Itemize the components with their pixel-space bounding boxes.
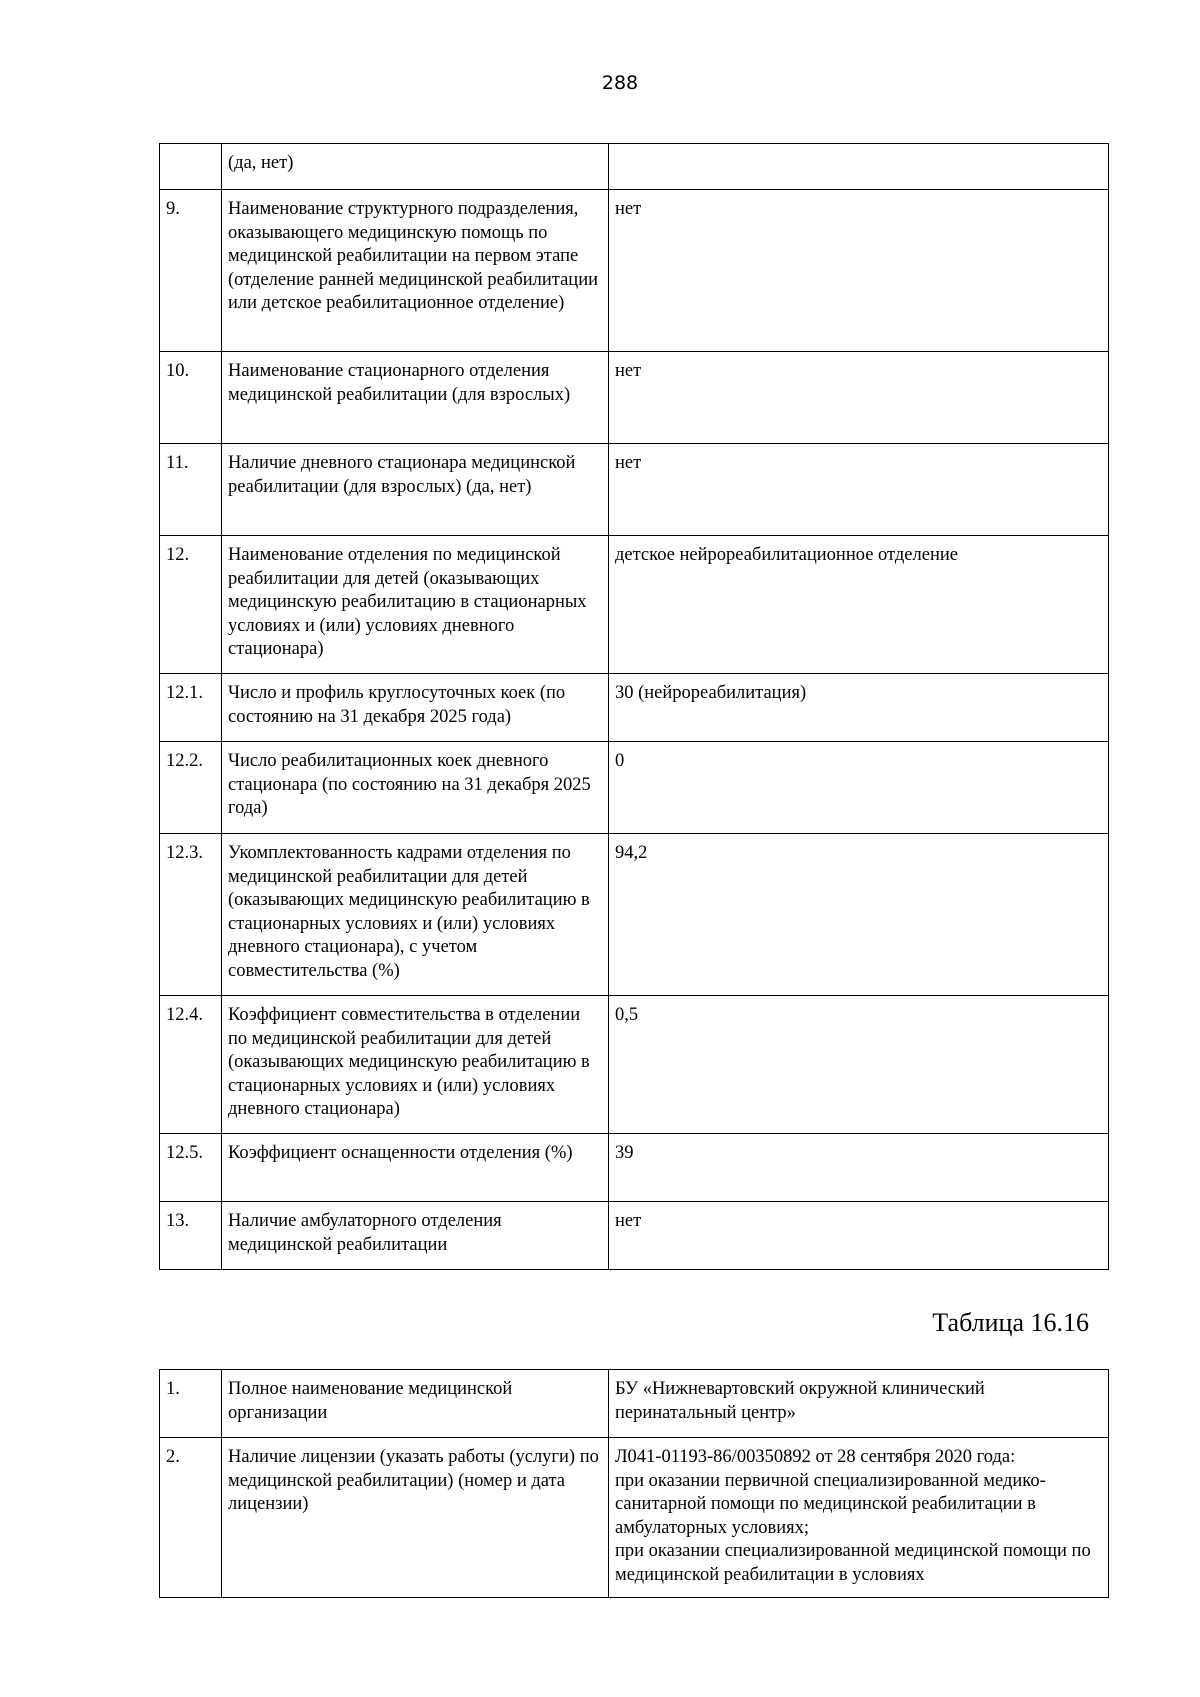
row-label: Число реабилитационных коек дневного стационара (по состоянию на 31 декабря 2025 года) xyxy=(222,742,609,834)
table-row xyxy=(160,742,1109,834)
organization-info-table xyxy=(159,1369,1109,1598)
table-row xyxy=(160,1438,1109,1598)
row-number: 12.4. xyxy=(160,996,222,1134)
row-label: Наличие дневного стационара медицинской реабилитации (для взрослых) (да, нет) xyxy=(222,444,609,536)
row-label: Наименование структурного подразделения, оказывающего медицинскую помощь по медицинской реабилитации на первом этапе (отделение ранней медицинской реабилитации или детское реабилитационное отделение) xyxy=(222,190,609,352)
row-value: нет xyxy=(609,190,1109,352)
row-number: 2. xyxy=(160,1438,222,1598)
row-number: 10. xyxy=(160,352,222,444)
row-label: Наименование отделения по медицинской реабилитации для детей (оказывающих медицинскую реабилитацию в стационарных условиях и (или) условиях дневного стационара) xyxy=(222,536,609,674)
row-value: детское нейрореабилитационное отделение xyxy=(609,536,1109,674)
row-label: Полное наименование медицинской организации xyxy=(222,1370,609,1438)
row-label: Коэффициент оснащенности отделения (%) xyxy=(222,1134,609,1202)
table-row xyxy=(160,996,1109,1134)
row-number: 12.5. xyxy=(160,1134,222,1202)
row-value: 94,2 xyxy=(609,834,1109,996)
row-number: 12. xyxy=(160,536,222,674)
row-value: 0,5 xyxy=(609,996,1109,1134)
row-value: нет xyxy=(609,444,1109,536)
row-value: нет xyxy=(609,352,1109,444)
row-number: 12.1. xyxy=(160,674,222,742)
table-row xyxy=(160,190,1109,352)
table-caption: Таблица 16.16 xyxy=(932,1308,1089,1337)
row-label: Наименование стационарного отделения медицинской реабилитации (для взрослых) xyxy=(222,352,609,444)
table-row xyxy=(160,144,1109,190)
row-value: 0 xyxy=(609,742,1109,834)
table-row xyxy=(160,352,1109,444)
row-value: 30 (нейрореабилитация) xyxy=(609,674,1109,742)
row-value: Л041-01193-86/00350892 от 28 сентября 2020 года: при оказании первичной специализированной медико-санитарной помощи по медицинской реабилитации в амбулаторных условиях; при оказании специализированной медицинской помощи по медицинской реабилитации в условиях xyxy=(609,1438,1109,1598)
row-number: 13. xyxy=(160,1202,222,1270)
row-number: 1. xyxy=(160,1370,222,1438)
row-label: Наличие амбулаторного отделения медицинской реабилитации xyxy=(222,1202,609,1270)
row-label: Наличие лицензии (указать работы (услуги) по медицинской реабилитации) (номер и дата лицензии) xyxy=(222,1438,609,1598)
table-row xyxy=(160,674,1109,742)
row-label: (да, нет) xyxy=(222,144,609,190)
row-number: 12.2. xyxy=(160,742,222,834)
table-row xyxy=(160,536,1109,674)
rehabilitation-info-table xyxy=(159,143,1109,1270)
table-row xyxy=(160,1370,1109,1438)
table-row xyxy=(160,1202,1109,1270)
row-value: БУ «Нижневартовский окружной клинический перинатальный центр» xyxy=(609,1370,1109,1438)
page-number: 288 xyxy=(601,72,639,94)
table-row xyxy=(160,834,1109,996)
row-label: Число и профиль круглосуточных коек (по состоянию на 31 декабря 2025 года) xyxy=(222,674,609,742)
row-number: 12.3. xyxy=(160,834,222,996)
row-value xyxy=(609,144,1109,190)
row-label: Коэффициент совместительства в отделении по медицинской реабилитации для детей (оказывающих медицинскую реабилитацию в стационарных условиях и (или) условиях дневного стационара) xyxy=(222,996,609,1134)
row-value: 39 xyxy=(609,1134,1109,1202)
row-number xyxy=(160,144,222,190)
row-label: Укомплектованность кадрами отделения по медицинской реабилитации для детей (оказывающих медицинскую реабилитацию в стационарных условиях и (или) условиях дневного стационара), с учетом совместительства (%) xyxy=(222,834,609,996)
table-row xyxy=(160,1134,1109,1202)
row-number: 9. xyxy=(160,190,222,352)
row-value: нет xyxy=(609,1202,1109,1270)
row-number: 11. xyxy=(160,444,222,536)
table-row xyxy=(160,444,1109,536)
